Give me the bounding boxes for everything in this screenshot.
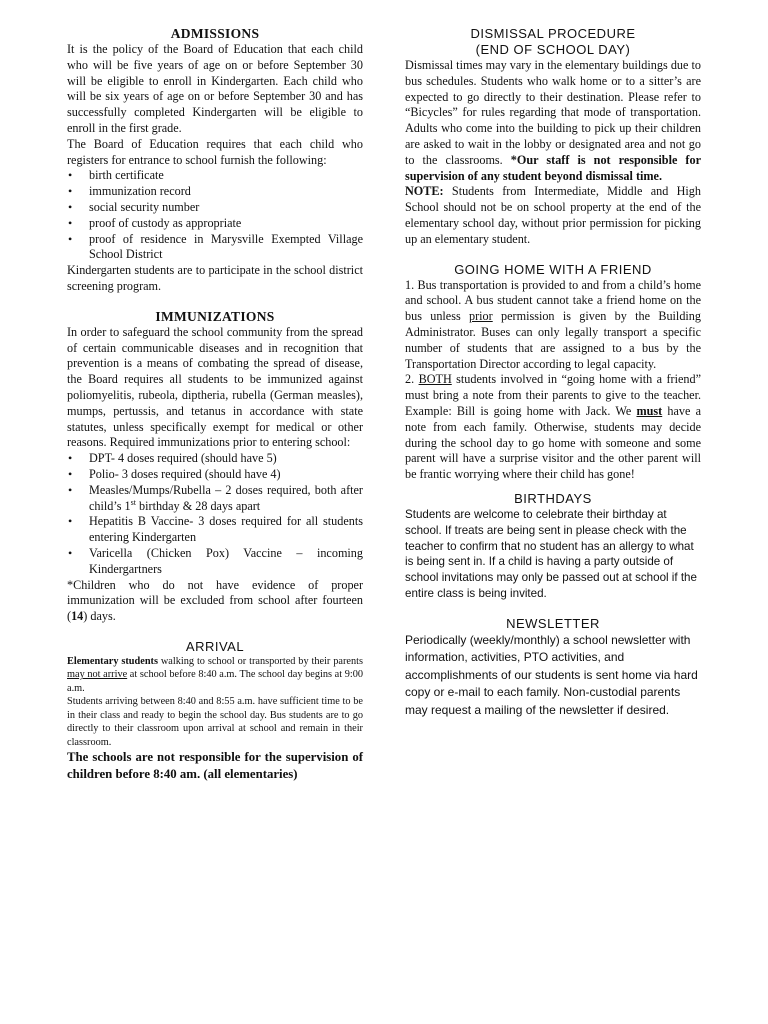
going-home-text: 2. <box>405 372 419 387</box>
admissions-heading: ADMISSIONS <box>170 26 260 41</box>
note-text-end: ) days. <box>83 609 116 624</box>
mmr-superscript: st <box>130 497 136 507</box>
list-item: • Hepatitis B Vaccine- 3 doses required for all students entering Kindergarten <box>67 514 363 546</box>
note-text: *Children who do not have evidence of proper immunization will be excluded from school after fourteen ( <box>67 577 363 624</box>
going-home-text-end: have a note from each family. Otherwise, students may decide during the school day to go home with someone and some parent will have a surprise visitor and the other parent will be frantic worrying where their child has gone! <box>405 403 701 482</box>
list-item: • Polio- 3 doses required (should have 4) <box>67 467 363 483</box>
arrival-paragraph-1 <box>67 655 363 696</box>
dismissal-heading: DISMISSAL PROCEDURE <box>470 26 636 41</box>
arrival-text-end: at school before 8:40 a.m. The school day begins at 9:00 a.m. <box>67 669 364 694</box>
immunizations-heading: IMMUNIZATIONS <box>155 308 275 324</box>
going-home-text-mid: students involved in “going home with a friend” must bring a note from their parents to give to the teacher. Example: Bill is going home with Jack. We <box>405 372 701 418</box>
immunizations-intro-paragraph: In order to safeguard the school community from the spread of certain communicable diseases and in recognition that prevention is a means of combating the spread of disease, the Board requires all students to be immunized against poliomyelitis, rubeola, diptheria, rubella (German measles), mumps, pertussis, and tetanus in accordance with state statutes, unless specifically exempt for medical or other reasons. Required immunizations prior to entering school: <box>67 324 363 450</box>
going-home-must-emphasis: must <box>636 403 663 418</box>
immunizations-exclusion-note <box>67 578 363 625</box>
mmr-text: Measles/Mumps/Rubella – 2 doses required, both after child’s 1 <box>89 482 363 513</box>
arrival-responsibility-note: The schools are not responsible for the supervision of children before 8:40 am. (all elementaries) <box>67 750 363 781</box>
right-column <box>405 26 701 719</box>
list-item: • DPT- 4 doses required (should have 5) <box>67 451 363 467</box>
list-item: • proof of custody as appropriate <box>67 216 363 232</box>
mmr-text-end: birthday & 28 days apart <box>135 498 261 513</box>
left-column <box>67 26 363 782</box>
arrival-underlined: may not arrive <box>67 669 128 681</box>
going-home-underlined: prior <box>469 309 493 324</box>
immunizations-list <box>67 451 363 577</box>
arrival-heading: ARRIVAL <box>185 638 245 654</box>
note-label: NOTE: <box>405 184 444 199</box>
dismissal-bold-note: *Our staff is not responsible for supervision of any student beyond dismissal time. <box>405 152 701 183</box>
going-home-paragraph-2 <box>405 372 701 483</box>
admissions-policy-paragraph: It is the policy of the Board of Education that each child who will be five years of age on or before September 30 will be eligible to enroll in Kindergarten. Each child who will be six years of age on or before September 30 and has successfully completed Kindergarten will be eligible to enroll in the first grade. <box>67 42 363 135</box>
admissions-requirements-list <box>67 168 363 263</box>
list-item: • birth certificate <box>67 168 363 184</box>
list-item: • social security number <box>67 200 363 216</box>
dismissal-text: Dismissal times may vary in the elementary buildings due to bus schedules. Students who walk home or to a sitter’s are expected to go directly to their destination. Please refer to “Bicycles” for rules regarding that mode of transportation. Adults who come into the building to pick up their children are asked to wait in the lobby or designated area and not go to the classrooms. <box>405 58 701 167</box>
dismissal-paragraph <box>405 58 701 184</box>
newsletter-paragraph: Periodically (weekly/monthly) a school newsletter with information, activities, PTO activities, and accomplishments of our students is sent home via hard copy or e-mail to each family. Non-custodial parents may request a mailing of the newsletter if desired. <box>405 632 698 717</box>
birthdays-heading: BIRTHDAYS <box>514 490 592 506</box>
admissions-requirements-paragraph: The Board of Education requires that each child who registers for entrance to school furnish the following: <box>67 136 363 167</box>
list-item: • Varicella (Chicken Pox) Vaccine – incoming Kindergartners <box>67 546 363 578</box>
arrival-bold-lead: Elementary students <box>67 655 158 667</box>
admissions-screening-paragraph: Kindergarten students are to participate in the school district screening program. <box>67 263 363 293</box>
going-home-heading: GOING HOME WITH A FRIEND <box>454 261 652 277</box>
arrival-paragraph-2: Students arriving between 8:40 and 8:55 a.m. have sufficient time to be in their class and ready to begin the school day. Bus students are to go directly to their classroom upon arrival at school and remain in their classroom. <box>67 696 363 748</box>
going-home-underlined: BOTH <box>418 372 452 387</box>
note-text: Students from Intermediate, Middle and High School should not be on school property at the end of the elementary school day, without prior permission for picking up an elementary student. <box>405 184 701 246</box>
going-home-paragraph-1 <box>405 278 701 373</box>
dismissal-note <box>405 184 701 247</box>
dismissal-subheading: (END OF SCHOOL DAY) <box>475 42 631 57</box>
arrival-text: walking to school or transported by their parents <box>157 655 363 667</box>
list-item: • proof of residence in Marysville Exempted Village School District <box>67 232 363 264</box>
list-item <box>67 483 363 515</box>
note-days-bold: 14 <box>71 609 84 624</box>
birthdays-paragraph: Students are welcome to celebrate their birthday at school. If treats are being sent in please check with the teacher to confirm that no student has an allergy to what is being sent in. If a child is having a party outside of school invitations may only be passed out at school if the entire class is being invited. <box>405 507 697 600</box>
going-home-text-end: permission is given by the Building Administrator. Buses can only legally transport a specific number of students that are assigned to a bus by the Transportation Director according to legal capacity. <box>405 309 701 371</box>
list-item: • immunization record <box>67 184 363 200</box>
going-home-text: 1. Bus transportation is provided to and from a child’s home and school. A bus student cannot take a friend home on the bus unless <box>405 277 701 324</box>
newsletter-heading: NEWSLETTER <box>506 615 600 631</box>
